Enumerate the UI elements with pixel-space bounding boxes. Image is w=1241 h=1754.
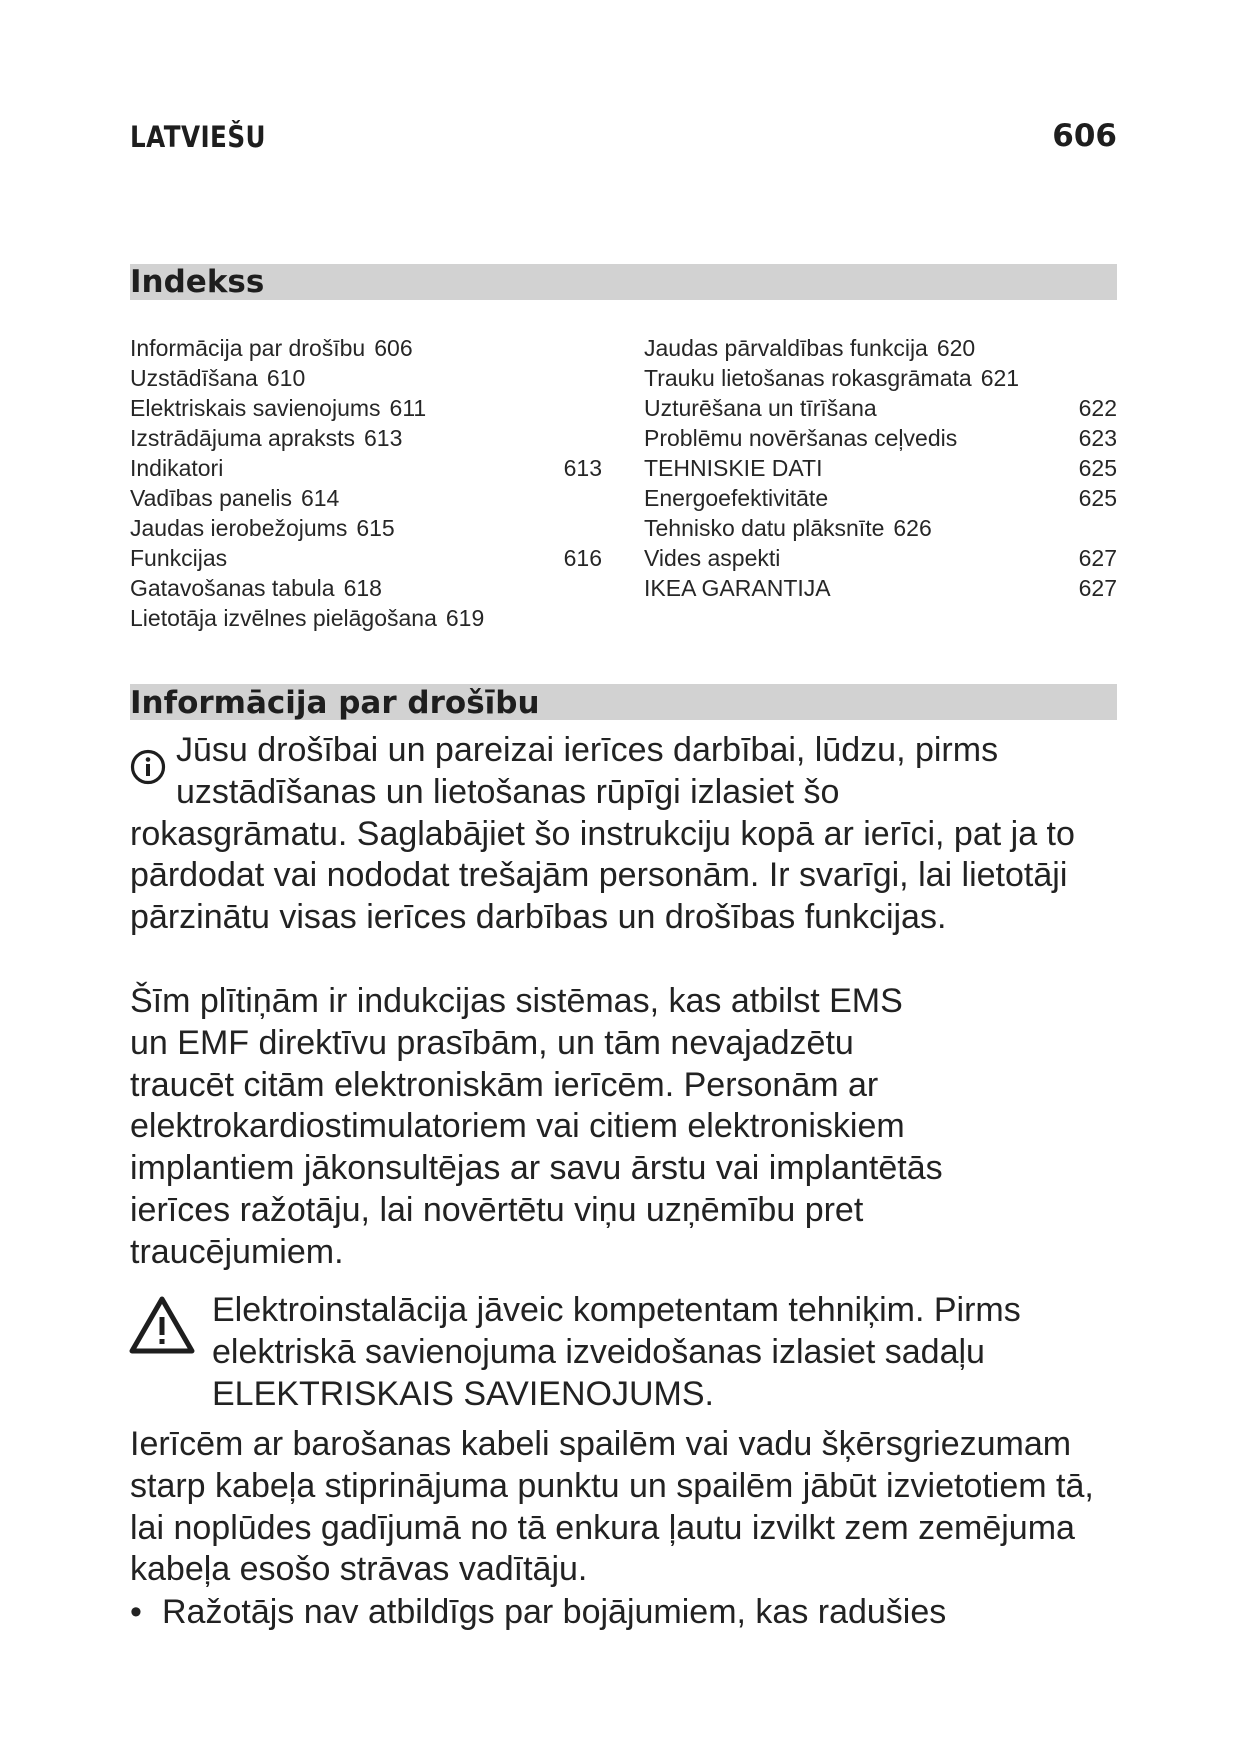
index-entry-label: Elektriskais savienojums: [130, 395, 381, 421]
index-entry[interactable]: [130, 543, 602, 573]
index-entry[interactable]: [130, 363, 602, 393]
index-entry-page: 625: [1078, 485, 1117, 511]
safety-intro-line-1: Jūsu drošībai un pareizai ierīces darbībai, lūdzu, pirms: [176, 731, 999, 769]
index-entry-label: Indikatori: [130, 455, 224, 481]
index-entry-label: Gatavošanas tabula: [130, 575, 335, 601]
index-entry[interactable]: [644, 423, 1117, 453]
index-entry-page: 622: [1078, 395, 1117, 421]
index-entry[interactable]: [644, 453, 1117, 483]
index-entry-page: 625: [1078, 455, 1117, 481]
index-entry[interactable]: [130, 333, 602, 363]
index-entry-label: Uzstādīšana: [130, 365, 258, 391]
index-title-bar: [130, 264, 1117, 300]
bullet-symbol: •: [130, 1593, 142, 1631]
page-number: 606: [1052, 118, 1117, 154]
index-entry-label: Vides aspekti: [644, 545, 781, 571]
index-entry-label: Funkcijas: [130, 545, 228, 571]
index-entry-page: 626: [893, 515, 932, 541]
bullet-text: Ražotājs nav atbildīgs par bojājumiem, kas radušies: [162, 1593, 947, 1631]
index-entry[interactable]: [130, 423, 602, 453]
index-entry-page: 613: [363, 425, 403, 451]
index-entry-page: 620: [936, 335, 976, 361]
index-entry-page: 623: [1078, 425, 1117, 451]
index-entry-label: Lietotāja izvēlnes pielāgošana: [130, 605, 437, 631]
safety-intro: [130, 730, 1120, 939]
safety-intro-line-2: uzstādīšanas un lietošanas rūpīgi izlasiet šo: [176, 772, 840, 811]
cable-paragraph: Ierīcēm ar barošanas kabeli spailēm vai vadu šķērsgriezumam starp kabeļa stiprinājuma punktu un spailēm jābūt izvietotiem tā, lai noplūdes gadījumā no tā enkura ļautu izvilkt zem zemējuma kabeļa esošo strāvas vadītāju.: [130, 1425, 1094, 1589]
index-entry[interactable]: [644, 393, 1117, 423]
index-entry-page: 621: [980, 365, 1020, 391]
index-entry-page: 611: [389, 395, 427, 421]
index-entry-page: 627: [1078, 545, 1117, 571]
index-entry[interactable]: [644, 513, 1117, 543]
index-entry-label: Vadības panelis: [130, 485, 292, 511]
index-entry-page: 613: [563, 455, 602, 481]
index-entry-label: TEHNISKIE DATI: [644, 455, 823, 481]
index-left-column: [130, 333, 602, 633]
index-entry-label: Jaudas ierobežojums: [130, 515, 348, 541]
index-entry[interactable]: [130, 573, 602, 603]
index-entry[interactable]: [130, 603, 602, 633]
index-entry[interactable]: [130, 483, 602, 513]
index-entry-page: 614: [300, 485, 340, 511]
index-entry[interactable]: [644, 363, 1117, 393]
index-entry[interactable]: [644, 333, 1117, 363]
index-entry-label: Uzturēšana un tīrīšana: [644, 395, 877, 421]
index-entry-label: IKEA GARANTIJA: [644, 575, 831, 601]
index-entry-page: 615: [356, 515, 395, 541]
index-entry-label: Jaudas pārvaldības funkcija: [644, 335, 928, 361]
index-entry-label: Informācija par drošību: [130, 335, 366, 361]
index-entry-label: Tehnisko datu plāksnīte: [644, 515, 885, 541]
index-entry-label: Trauku lietošanas rokasgrāmata: [644, 365, 972, 391]
index-entry-label: Problēmu novēršanas ceļvedis: [644, 425, 958, 451]
index-entry-page: 627: [1078, 575, 1117, 601]
bullet-item: [130, 1591, 946, 1633]
index-entry[interactable]: [130, 393, 602, 423]
index-entry-label: Izstrādājuma apraksts: [130, 425, 355, 451]
warning-triangle-icon: [128, 1295, 196, 1355]
index-right-column: [644, 333, 1117, 603]
index-entry-page: 618: [343, 575, 382, 601]
index-entry-label: Energoefektivitāte: [644, 485, 829, 511]
safety-intro-rest: rokasgrāmatu. Saglabājiet šo instrukciju kopā ar ierīci, pat ja to pārdodat vai nododat trešajām personām. Ir svarīgi, lai lietotāji pārzinātu visas ierīces darbības un drošības funkcijas.: [130, 814, 1075, 937]
safety-title: Informācija par drošību: [130, 685, 540, 721]
index-title: Indekss: [130, 264, 265, 300]
index-entry-page: 619: [445, 605, 485, 631]
index-entry[interactable]: [644, 543, 1117, 573]
index-entry[interactable]: [644, 573, 1117, 603]
index-entry[interactable]: [644, 483, 1117, 513]
index-entry-page: 616: [563, 545, 602, 571]
index-entry[interactable]: [130, 453, 602, 483]
index-entry[interactable]: [130, 513, 602, 543]
header-language: LATVIEŠU: [130, 120, 266, 154]
index-entry-page: 606: [374, 335, 413, 361]
warning-text: Elektroinstalācija jāveic kompetentam tehniķim. Pirms elektriskā savienojuma izveidošanas izlasiet sadaļu ELEKTRISKAIS SAVIENOJUMS.: [212, 1291, 1021, 1413]
induction-paragraph: Šīm plītiņām ir indukcijas sistēmas, kas atbilst EMS un EMF direktīvu prasībām, un tām nevajadzētu traucēt citām elektroniskām ierīcēm. Personām ar elektrokardiostimulatoriem vai citiem elektroniskiem implantiem jākonsultējas ar savu ārstu vai implantētās ierīces ražotāju, lai novērtētu viņu uzņēmību pret traucējumiem.: [130, 982, 943, 1271]
index-entry-page: 610: [266, 365, 306, 391]
